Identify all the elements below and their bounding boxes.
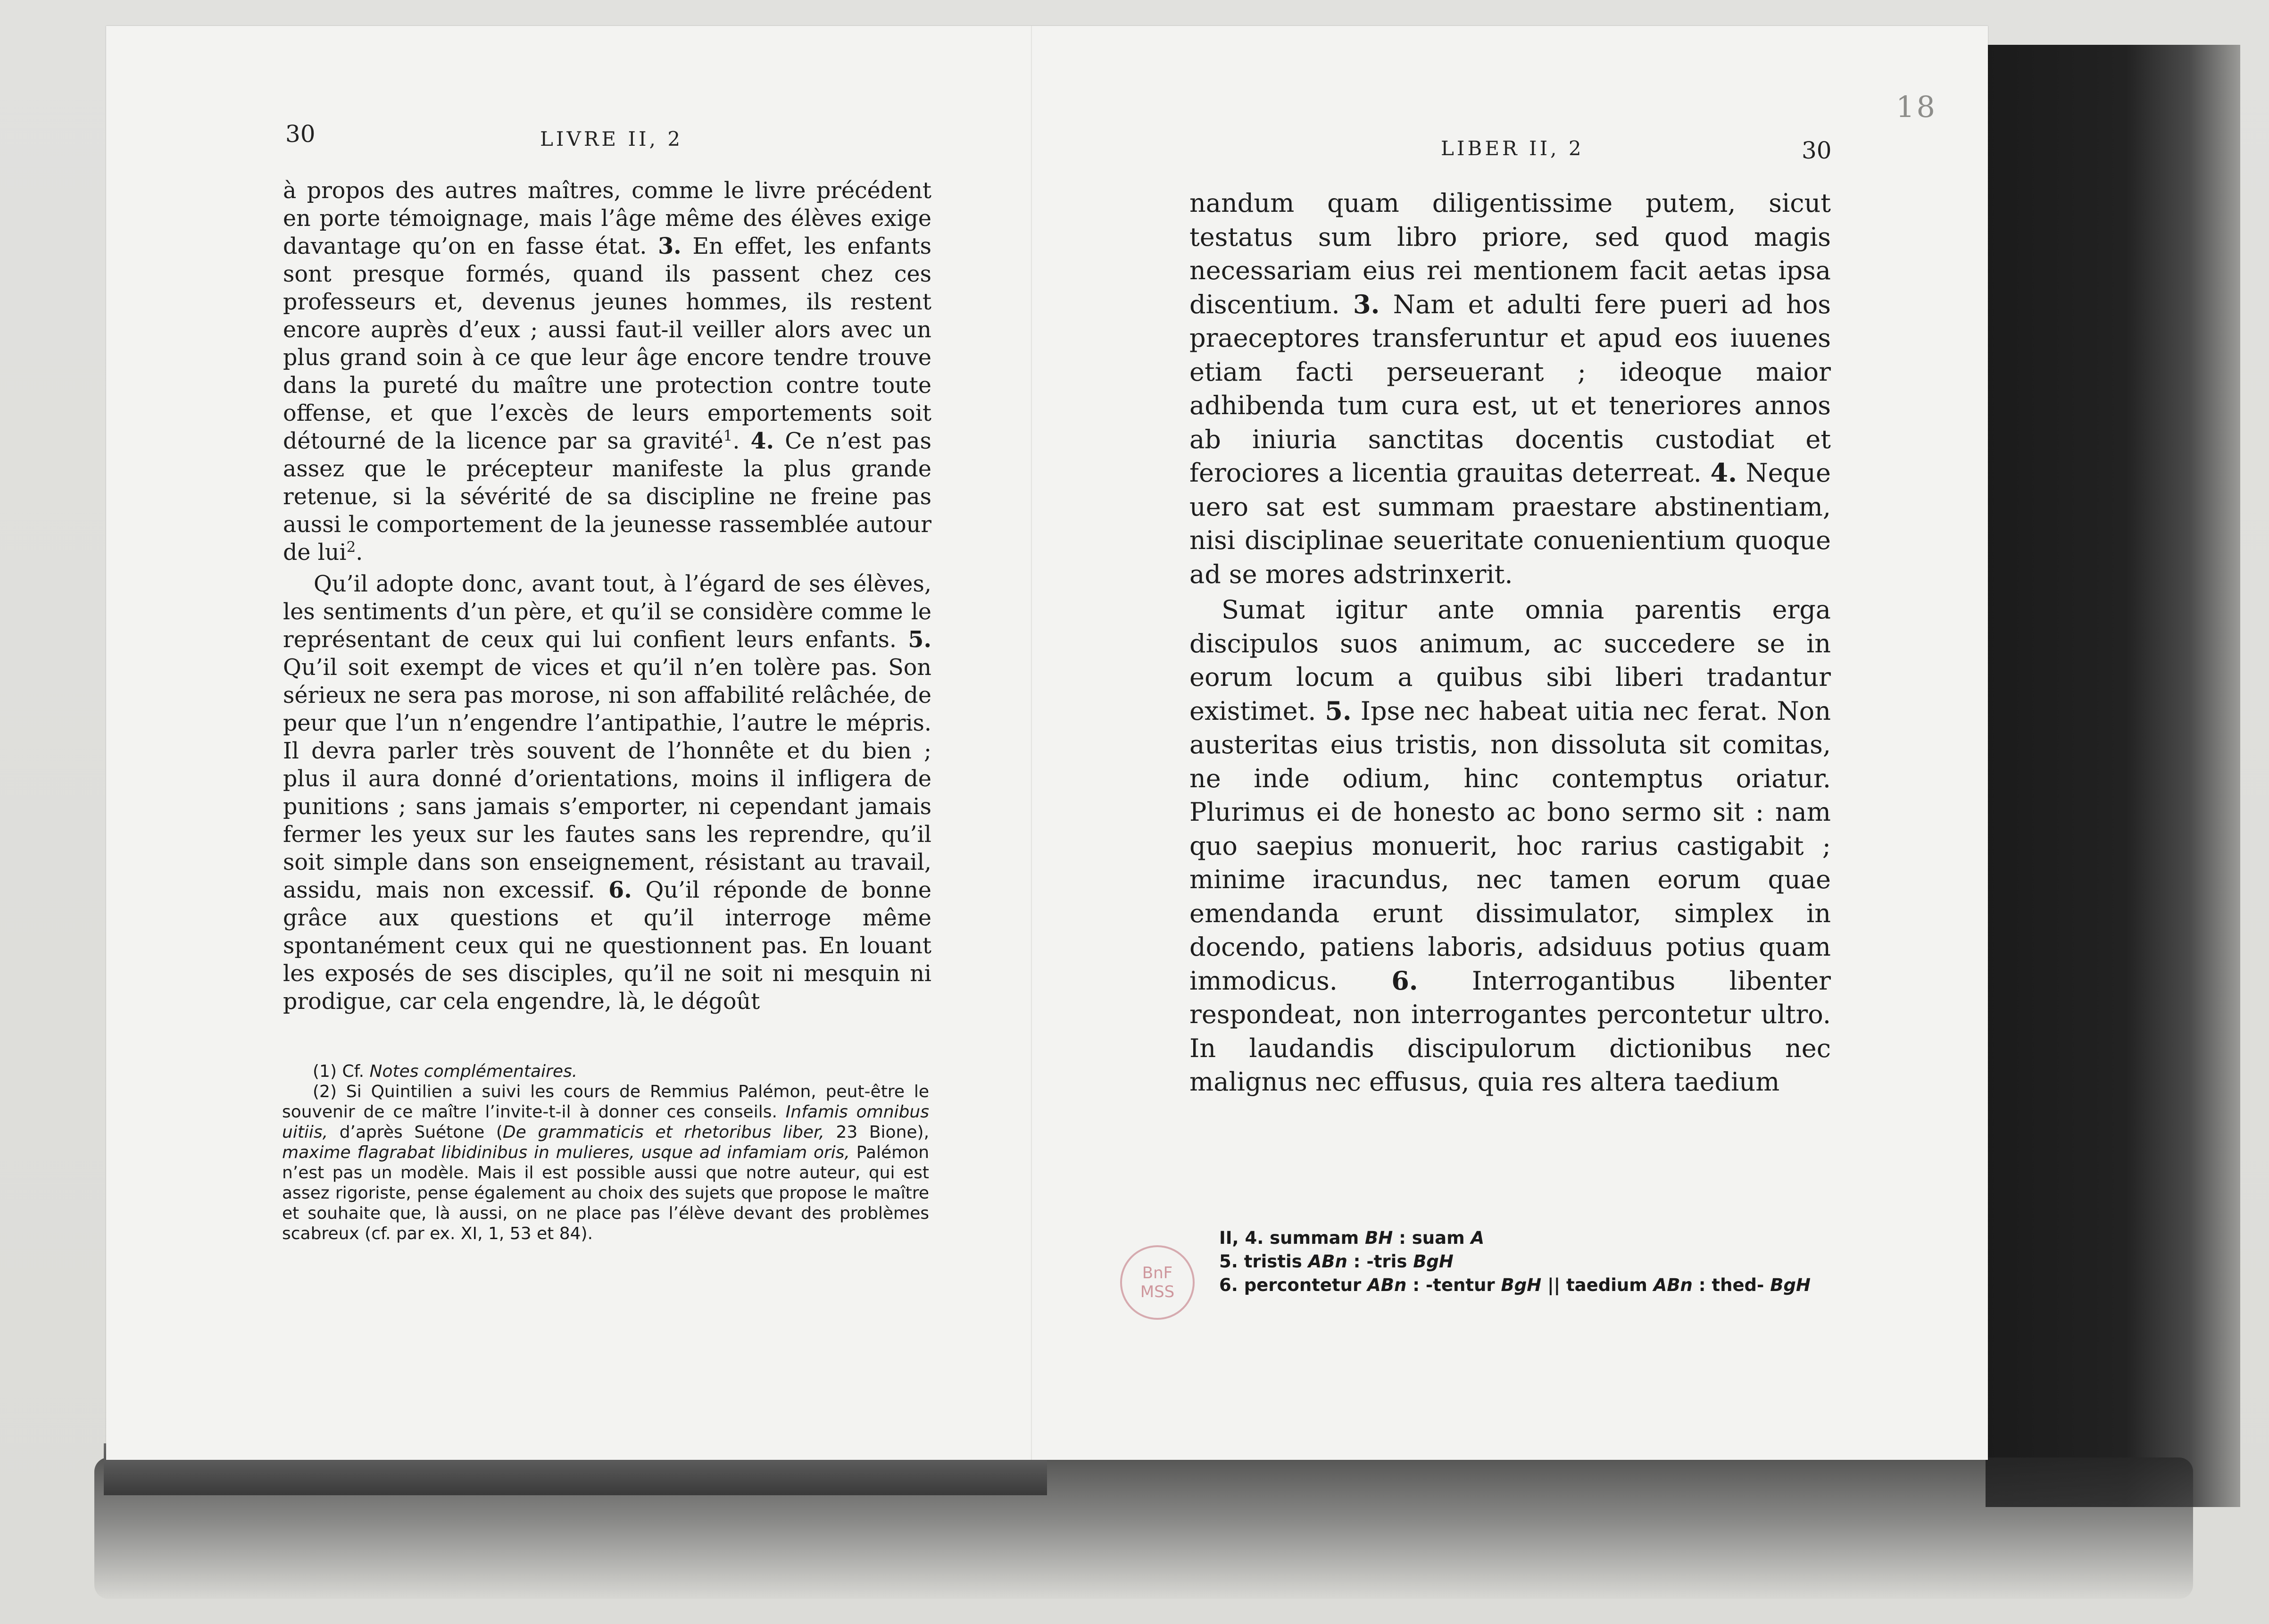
latin-text	[1189, 186, 1831, 1099]
footnote-1: (1) Cf. Notes complémentaires.	[313, 1062, 578, 1081]
footnote-ref-2: 2	[346, 539, 356, 556]
critical-apparatus	[1219, 1226, 1832, 1297]
folio-number: 18	[1896, 90, 1937, 124]
right-page-number: 30	[1802, 137, 1832, 164]
right-running-head: LIBER II, 2	[1441, 137, 1584, 160]
left-page-number: 30	[285, 120, 316, 148]
french-translation-text	[283, 177, 931, 1016]
latin-paragraph-2: Sumat igitur ante omnia parentis erga discipulos suos animum, ac succedere se in eorum locum a quibus sibi liberi tradantur existimet. 5. Ipse nec habeat uitia nec ferat. Non austeritas eius tristis, non dissoluta sit comitas, ne inde odium, hinc contemptus oriatur. Plurimus ei de honesto ac bono sermo sit : nam quo saepius monuerit, hoc rarius castigabit ; minime iracundus, nec tamen eorum quae emendanda erunt dissimulator, simplex in docendo, patiens laboris, adsiduus potius quam immodicus. 6. Interrogantibus libenter respondeat, non interrogantes percontetur ultro. In laudandis discipulorum dictionibus nec malignus nec effusus, quia res altera taedium	[1189, 595, 1831, 1097]
scan-dark-edge	[1986, 45, 2240, 1507]
apparatus-line-3: 6. percontetur ABn : -tentur BgH || taedium ABn : thed- BgH	[1219, 1275, 1811, 1295]
latin-paragraph-1: nandum quam diligentissime putem, sicut testatus sum libro priore, sed quod magis necessariam eius rei mentionem facit aetas ipsa discentium. 3. Nam et adulti fere pueri ad hos praeceptores transferuntur et apud eos iuuenes etiam facti perseuerant ; ideoque maior adhibenda tum cura est, ut et teneriores annos ab iniuria sanctitas docentis custodiat et ferociores a licentia grauitas deterreat. 4. Neque uero sat est summam praestare abstinentiam, nisi disciplinae seueritate conuenientium quoque ad se mores adstrinxerit.	[1189, 188, 1831, 589]
apparatus-line-1: II, 4. summam BH : suam A	[1219, 1228, 1485, 1248]
apparatus-line-2: 5. tristis ABn : -tris BgH	[1219, 1251, 1454, 1272]
library-stamp: BnF MSS	[1120, 1245, 1195, 1320]
footnote-ref-1: 1	[723, 427, 733, 445]
footnote-2: (2) Si Quintilien a suivi les cours de Remmius Palémon, peut-être le souvenir de ce maître l’invite-t-il à donner ces conseils. Infamis omnibus uitiis, d’après Suétone (De grammaticis et rhetoribus liber, 23 Bione), maxime flagrabat libidinibus in mulieres, usque ad infamiam oris, Palémon n’est pas un modèle. Mais il est possible aussi que notre auteur, qui est assez rigoriste, pense également au choix des sujets que propose le maître et souhaite que, là aussi, on ne place pas l’élève devant des problèmes scabreux (cf. par ex. XI, 1, 53 et 84).	[282, 1082, 930, 1243]
french-paragraph-1: à propos des autres maîtres, comme le livre précédent en porte témoignage, mais l’âge même des élèves exige davantage qu’on en fasse état. 3. En effet, les enfants sont presque formés, quand ils passent chez ces professeurs et, devenus jeunes hommes, ils restent encore auprès d’eux ; aussi faut-il veiller alors avec un plus grand soin à ce que leur âge encore tendre trouve dans la pureté du maître une protection contre toute offense, et que l’excès de leurs emportements soit détourné de la licence par sa gravité$^1$. 4. Ce n’est pas assez que le précepteur manifeste la plus grande retenue, si la sévérité de sa discipline ne freine pas aussi le comportement de la jeunesse rassemblée autour de lui$^2$.	[283, 178, 931, 566]
french-paragraph-2: Qu’il adopte donc, avant tout, à l’égard de ses élèves, les sentiments d’un père, et qu’il se considère comme le représentant de ceux qui lui confient leurs enfants. 5. Qu’il soit exempt de vices et qu’il n’en tolère pas. Son sérieux ne sera pas morose, ni son affabilité relâchée, de peur que l’un n’engendre l’antipathie, l’autre le mépris. Il devra parler très souvent de l’honnête et du bien ; plus il aura donné d’orientations, moins il infligera de punitions ; sans jamais s’emporter, ni cependant jamais fermer les yeux sur les fautes sans les reprendre, qu’il soit simple dans son enseignement, résistant au travail, assidu, mais non excessif. 6. Qu’il réponde de bonne grâce aux questions et qu’il interroge même spontanément ceux qui ne questionnent pas. En louant les exposés de ses disciples, qu’il ne soit ni mesquin ni prodigue, car cela engendre, là, le dégoût	[283, 571, 932, 1015]
book-gutter	[1031, 26, 1032, 1460]
left-running-head: LIVRE II, 2	[540, 127, 683, 150]
footnotes	[282, 1061, 929, 1244]
